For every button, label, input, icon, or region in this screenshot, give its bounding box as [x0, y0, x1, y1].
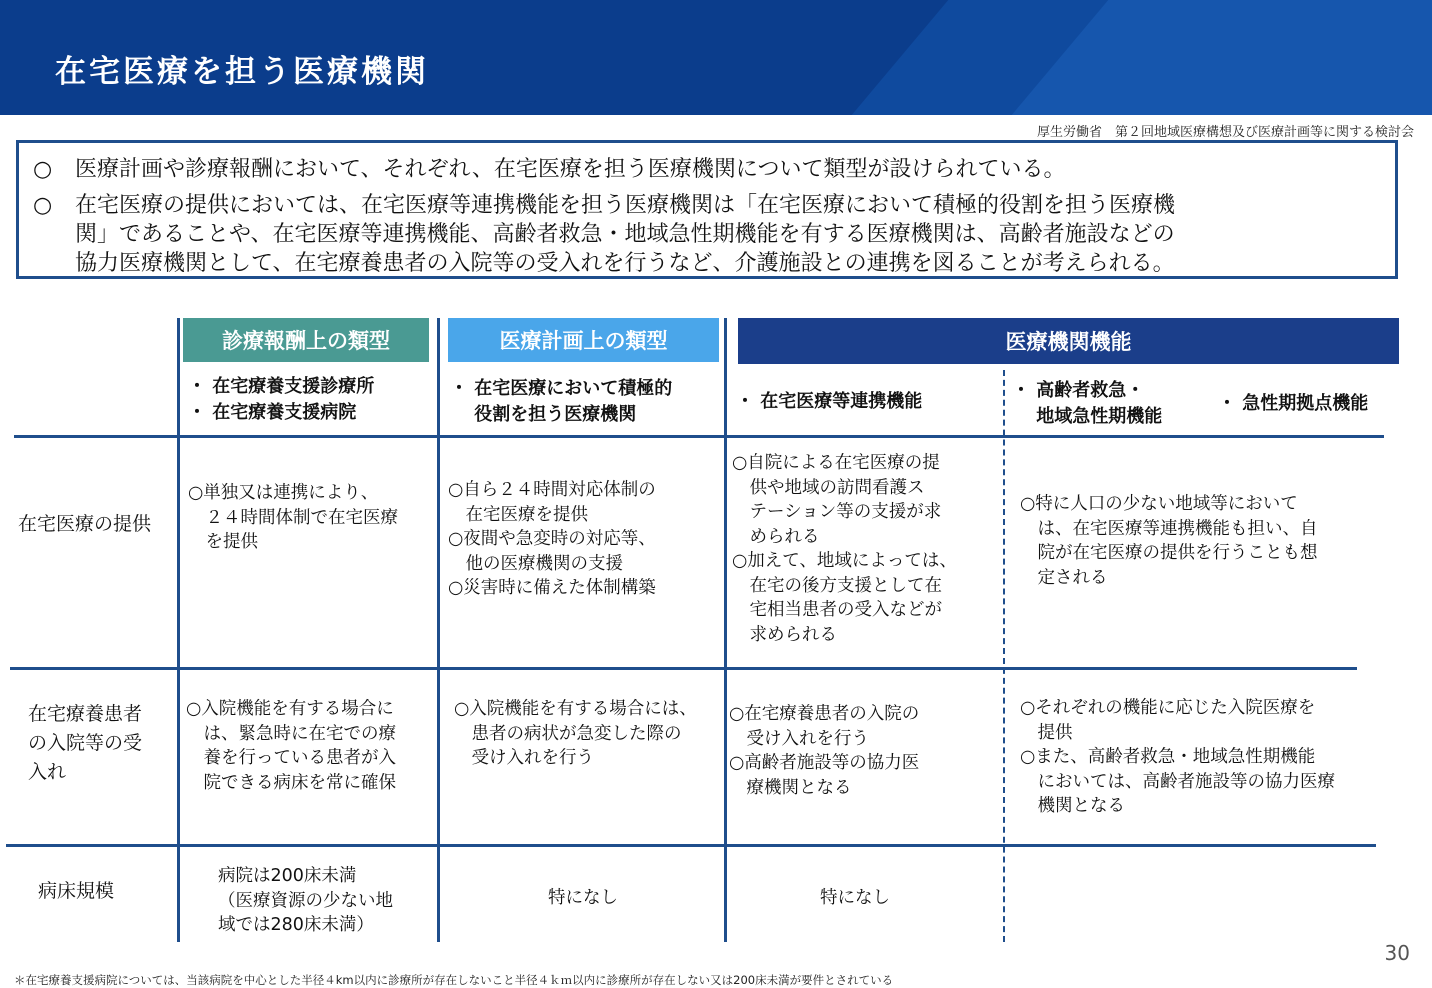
table-cell: ○入院機能を有する場合には、 患者の病状が急変した際の 受け入れを行う — [454, 699, 697, 768]
table-rule — [10, 667, 1357, 670]
footnote: ＊在宅療養支援病院については、当該病院を中心とした半径４km以内に診療所が存在しないこと半径４ｋｍ以内に診療所が存在しない又は200床未満が要件とされている — [14, 973, 894, 987]
bullet-marker: ○ — [33, 193, 53, 218]
bullet-text: 医療計画や診療報酬において、それぞれ、在宅医療を担う医療機関について類型が設けられている。 — [75, 157, 1066, 182]
table-cell: ○自院による在宅医療の提 供や地域の訪問看護ス テーション等の支援が求 められる ○加えて、地域によっては、 在宅の後方支援として在 宅相当患者の受入などが 求められる — [732, 453, 957, 645]
page-title: 在宅医療を担う医療機関 — [55, 54, 429, 90]
table-cell: 特になし — [548, 888, 618, 908]
table-cell: ○在宅療養患者の入院の 受け入れを行う ○高齢者施設等の協力医 療機関となる — [729, 704, 920, 798]
bullet-text: 協力医療機関として、在宅療養患者の入院等の受入れを行うなど、介護施設との連携を図ることが考えられる。 — [75, 251, 1175, 276]
subheader-plan: ・ 在宅医療において積極的 役割を担う医療機関 — [450, 378, 673, 425]
table-cell: ○それぞれの機能に応じた入院医療を 提供 ○また、高齢者救急・地域急性期機能 においては、高齢者施設等の協力医療 機関となる — [1020, 698, 1335, 816]
table-cell: 病院は200床未満 （医療資源の少ない地 域では280床未満） — [218, 866, 393, 935]
bullet-text: 関」であることや、在宅医療等連携機能、高齢者救急・地域急性期機能を有する医療機関は、高齢者施設などの — [75, 222, 1175, 247]
column-divider — [177, 318, 180, 942]
column-divider-dashed — [1003, 370, 1005, 942]
table-cell: 特になし — [820, 888, 890, 908]
column-header-plan: 医療計画上の類型 — [448, 318, 719, 362]
column-header-reimbursement: 診療報酬上の類型 — [183, 318, 429, 362]
column-header-function: 医療機関機能 — [738, 318, 1399, 364]
table-rule — [14, 435, 1384, 438]
row-label-home-care: 在宅医療の提供 — [18, 513, 152, 535]
column-divider — [724, 318, 727, 942]
subheader-reimbursement: ・ 在宅療養支援診療所 ・ 在宅療養支援病院 — [188, 376, 375, 423]
table-cell: ○単独又は連携により、 ２４時間体制で在宅医療 を提供 — [188, 483, 398, 552]
table-cell: ○自ら２４時間対応体制の 在宅医療を提供 ○夜間や急変時の対応等、 他の医療機関の支援 ○災害時に備えた体制構築 — [448, 480, 656, 598]
table-cell: ○特に人口の少ない地域等において は、在宅医療等連携機能も担い、自 院が在宅医療の提供を行うことも想 定される — [1020, 494, 1318, 588]
table-rule — [6, 844, 1376, 847]
table-cell: ○入院機能を有する場合に は、緊急時に在宅での療 養を行っている患者が入 院できる病床を常に確保 — [186, 699, 396, 793]
page-number: 30 — [1384, 941, 1410, 965]
summary-box — [16, 140, 1398, 279]
source-note: 厚生労働省 第２回地域医療構想及び医療計画等に関する検討会 — [1036, 125, 1414, 140]
column-divider — [437, 318, 440, 942]
row-label-admission: 在宅療養患者 の入院等の受 入れ — [28, 703, 143, 783]
row-label-bed-size: 病床規模 — [38, 880, 115, 902]
subheader-home-care-link: ・ 在宅医療等連携機能 — [736, 391, 923, 412]
bullet-marker: ○ — [33, 157, 53, 182]
bullet-text: 在宅医療の提供においては、在宅医療等連携機能を担う医療機関は「在宅医療において積極的役割を担う医療機 — [75, 193, 1176, 218]
subheader-acute-hub: ・ 急性期拠点機能 — [1218, 393, 1369, 414]
subheader-elderly-emergency: ・ 高齢者救急・ 地域急性期機能 — [1012, 380, 1163, 427]
